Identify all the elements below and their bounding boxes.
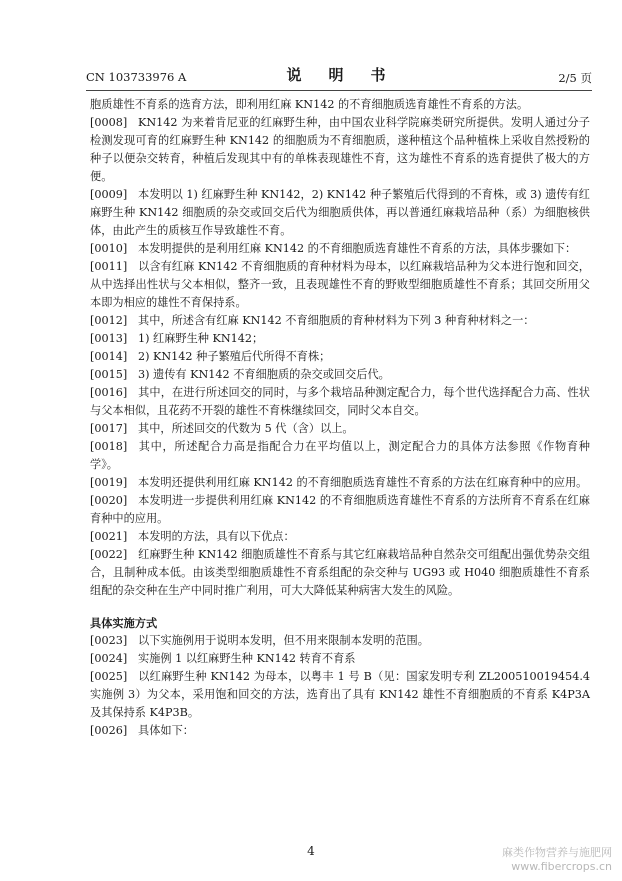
section-title: 具体实施方式 — [90, 616, 158, 630]
paragraph — [90, 474, 590, 492]
paragraph-number: [0017] — [90, 422, 128, 435]
paragraph-text: 3) 遗传有 KN142 不育细胞质的杂交或回交后代。 — [138, 368, 390, 381]
watermark-line-1: 麻类作物营养与施肥网 — [502, 846, 612, 859]
paragraph-number: [0021] — [90, 530, 128, 543]
paragraph — [90, 668, 590, 722]
intro-paragraph: 胞质雄性不育系的选育方法，即利用红麻 KN142 的不育细胞质选育雄性不育系的方法。 — [90, 98, 529, 111]
paragraph-text: 2) KN142 种子繁殖后代所得不育株； — [138, 350, 331, 363]
paragraph-number: [0008] — [90, 116, 128, 129]
paragraph-number: [0016] — [90, 386, 128, 399]
paragraph-text: 以含有红麻 KN142 不育细胞质的育种材料为母本，以红麻栽培品种为父本进行饱和回交，从中选择出性状与父本相似，整齐一致，且表现雄性不育的野败型细胞质雄性不育系；其回交所用父本即为相应的雄性不育保持系。 — [90, 260, 590, 309]
paragraph-number: [0023] — [90, 634, 128, 647]
paragraph-number: [0026] — [90, 724, 128, 737]
paragraph-number: [0022] — [90, 548, 128, 561]
paragraph-text: 红麻野生种 KN142 细胞质雄性不育系与其它红麻栽培品种自然杂交可组配出强优势杂交组合，且制种成本低。由该类型细胞质雄性不育系组配的杂交种与 UG93 或 H040 细胞质雄性不育系组配的杂交种在生产中同时推广利用，可大大降低某种病害大发生的风险。 — [90, 548, 590, 597]
paragraph — [90, 312, 590, 330]
paragraph — [90, 330, 590, 348]
watermark-line-2: www.fibercrops.cn — [511, 860, 612, 873]
page-header — [86, 64, 592, 86]
paragraph-text: 本发明进一步提供利用红麻 KN142 的不育细胞质选育雄性不育系的方法所育不育系在红麻育种中的应用。 — [90, 494, 590, 525]
paragraph-text: 本发明还提供利用红麻 KN142 的不育细胞质选育雄性不育系的方法在红麻育种中的应用。 — [138, 476, 588, 489]
paragraph — [90, 438, 590, 474]
paragraph-text: 本发明提供的是利用红麻 KN142 的不育细胞质选育雄性不育系的方法，具体步骤如下： — [138, 242, 577, 255]
paragraph-text: 其中，在进行所述回交的同时，与多个栽培品种测定配合力，每个世代选择配合力高、性状与父本相似，且花药不开裂的雄性不育株继续回交，同时父本自交。 — [90, 386, 590, 417]
paragraph-number: [0013] — [90, 332, 128, 345]
paragraph-text: 1) 红麻野生种 KN142； — [138, 332, 264, 345]
paragraph-text: 其中，所述配合力高是指配合力在平均值以上，测定配合力的具体方法参照《作物育种学》。 — [90, 440, 590, 471]
paragraph-group-a — [90, 114, 590, 600]
paragraph-text: 实施例 1 以红麻野生种 KN142 转育不育系 — [138, 652, 356, 665]
paragraph — [90, 546, 590, 600]
paragraph — [90, 420, 590, 438]
paragraph — [90, 384, 590, 420]
section-spacer — [90, 600, 590, 614]
paragraph — [90, 348, 590, 366]
paragraph-number: [0009] — [90, 188, 128, 201]
page-indicator: 2/5 页 — [558, 71, 592, 85]
paragraph — [90, 114, 590, 186]
paragraph — [90, 366, 590, 384]
paragraph — [90, 240, 590, 258]
paragraph-number: [0020] — [90, 494, 128, 507]
paragraph-number: [0014] — [90, 350, 128, 363]
paragraph — [90, 492, 590, 528]
paragraph-number: [0025] — [90, 670, 128, 683]
paragraph-text: KN142 为来着肯尼亚的红麻野生种，由中国农业科学院麻类研究所提供。发明人通过分子检测发现可育的红麻野生种 KN142 的细胞质为不育细胞质，遂种植这个品种植株上采收自然授粉的种子以便杂交转育，种植后发现其中有的单株表现雄性不育，这为雄性不育系的选育提供了极大的方便。 — [90, 116, 590, 183]
paragraph-group-b — [90, 632, 590, 740]
paragraph-text: 其中，所述回交的代数为 5 代（含）以上。 — [138, 422, 354, 435]
paragraph-text: 以红麻野生种 KN142 为母本，以粤丰 1 号 B（见：国家发明专利 ZL200510019454.4 实施例 3）为父本，采用饱和回交的方法，选育出了具有 KN142 雄性不育细胞质的不育系 K4P3A 及其保持系 K4P3B。 — [90, 670, 590, 719]
paragraph-text: 具体如下： — [138, 724, 194, 737]
paragraph-number: [0018] — [90, 440, 128, 453]
paragraph-number: [0010] — [90, 242, 128, 255]
watermark — [502, 846, 612, 874]
paragraph — [90, 722, 590, 740]
paragraph-text: 本发明的方法，具有以下优点： — [138, 530, 295, 543]
paragraph — [90, 186, 590, 240]
paragraph-number: [0012] — [90, 314, 128, 327]
paragraph-text: 以下实施例用于说明本发明，但不用来限制本发明的范围。 — [138, 634, 429, 647]
document-body — [90, 96, 590, 740]
paragraph-number: [0011] — [90, 260, 128, 273]
header-rule — [86, 90, 592, 91]
paragraph — [90, 632, 590, 650]
page-number: 4 — [307, 844, 315, 858]
paragraph-text: 其中，所述含有红麻 KN142 不育细胞质的育种材料为下列 3 种育种材料之一： — [138, 314, 535, 327]
paragraph — [90, 258, 590, 312]
paragraph-text: 本发明以 1) 红麻野生种 KN142，2) KN142 种子繁殖后代得到的不育株，或 3) 遗传有红麻野生种 KN142 细胞质的杂交或回交后代为细胞质供体，再以普通红麻栽培品种（系）为细胞核供体，由此产生的质核互作导致雄性不育。 — [90, 188, 590, 237]
paragraph — [90, 650, 590, 668]
paragraph-number: [0024] — [90, 652, 128, 665]
paragraph — [90, 528, 590, 546]
doc-title: 说 明 书 — [286, 66, 392, 84]
paragraph-number: [0019] — [90, 476, 128, 489]
doc-number: CN 103733976 A — [86, 70, 187, 84]
paragraph-number: [0015] — [90, 368, 128, 381]
